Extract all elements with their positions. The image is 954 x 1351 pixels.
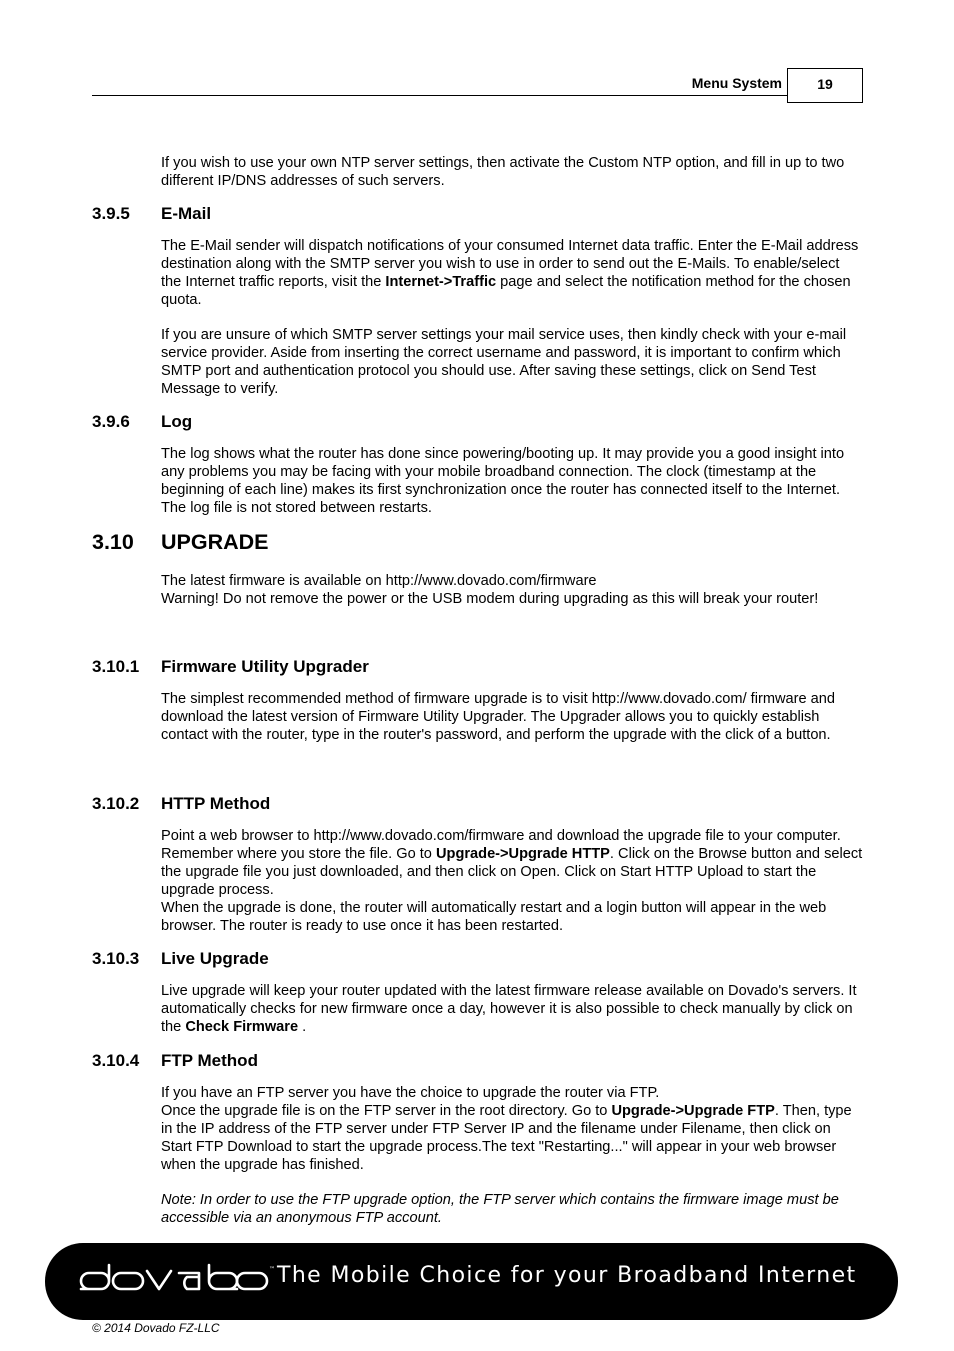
dovado-logo [77, 1257, 273, 1295]
page-number: 19 [787, 68, 863, 103]
ftp-method-paragraph: If you have an FTP server you have the choice to upgrade the router via FTP. Once the upgrade file is on the FTP server in the root directory. Go to Upgrade->Upgrade FTP. Then, type in the IP address of the FTP server under FTP Server IP and the filename under Filename, then click on Start FTP Download to start the upgrade process.The text "Restarting..." will appear in your web browser when the upgrade has finished. [161, 1085, 852, 1173]
email-paragraph-1: The E-Mail sender will dispatch notifications of your consumed Internet data traffic. Enter the E-Mail address destination along with the SMTP server you wish to use in order to send out the E-Mails. To enable/select the Internet traffic reports, visit the Internet->Traffic page and select the notification method for the chosen quota. [161, 238, 859, 308]
section-heading-log: 3.9.6 Log [92, 412, 193, 431]
section-heading-email: 3.9.5 E-Mail [92, 204, 212, 223]
section-heading-ftp-method: 3.10.4 FTP Method [92, 1051, 258, 1070]
copyright-footer: © 2014 Dovado FZ-LLC [92, 1321, 220, 1335]
intro-paragraph: If you wish to use your own NTP server settings, then activate the Custom NTP option, and fill in up to two different IP/DNS addresses of such servers. [161, 155, 845, 189]
log-paragraph: The log shows what the router has done since powering/booting up. It may provide you a good insight into any problems you may be facing with your mobile broadband connection. The clock (timestamp at the beginning of each line) makes its first synchronization once the router has connected itself to the Internet. The log file is not stored between restarts. [161, 446, 845, 516]
email-paragraph-2: If you are unsure of which SMTP server settings your mail service uses, then kindly check with your e-mail service provider. Aside from inserting the correct username and password, it is important to confirm which SMTP port and authentication protocol you should use. After saving these settings, click on Send Test Message to verify. [161, 327, 847, 397]
header-rule [92, 95, 788, 96]
section-heading-firmware-utility: 3.10.1 Firmware Utility Upgrader [92, 657, 369, 676]
firmware-utility-paragraph: The simplest recommended method of firmware upgrade is to visit http://www.dovado.com/ firmware and download the latest version of Firmware Utility Upgrader. The Upgrader allows you to quickly establish contact with the router, type in the router's password, and perform the upgrade with the click of a button. [161, 691, 836, 743]
chapter-heading-upgrade: 3.10 UPGRADE [92, 530, 269, 554]
upgrade-paragraph: The latest firmware is available on http://www.dovado.com/firmware Warning! Do not remove the power or the USB modem during upgrading as this will break your router! [161, 573, 819, 607]
ftp-note: Note: In order to use the FTP upgrade option, the FTP server which contains the firmware image must be accessible via an anonymous FTP account. [161, 1192, 839, 1226]
live-upgrade-paragraph: Live upgrade will keep your router updated with the latest firmware release available on Dovado's servers. It automatically checks for new firmware once a day, however it is also possible to check manually by click on the Check Firmware . [161, 983, 857, 1035]
brand-banner [45, 1243, 898, 1320]
running-header-title: Menu System [691, 75, 782, 91]
http-method-paragraph: Point a web browser to http://www.dovado.com/firmware and download the upgrade file to your computer. Remember where you store the file. Go to Upgrade->Upgrade HTTP. Click on the Browse button and select the upgrade file you just downloaded, and then click on Open. Click on Start HTTP Upload to start the upgrade process. When the upgrade is done, the router will automatically restart and a login button will appear in the web browser. The router is ready to use once it has been restarted. [161, 828, 863, 934]
section-heading-live-upgrade: 3.10.3 Live Upgrade [92, 949, 269, 968]
svg-text:™: ™ [269, 1266, 275, 1273]
section-heading-http-method: 3.10.2 HTTP Method [92, 794, 271, 813]
banner-tagline: The Mobile Choice for your Broadband Internet [277, 1263, 857, 1288]
